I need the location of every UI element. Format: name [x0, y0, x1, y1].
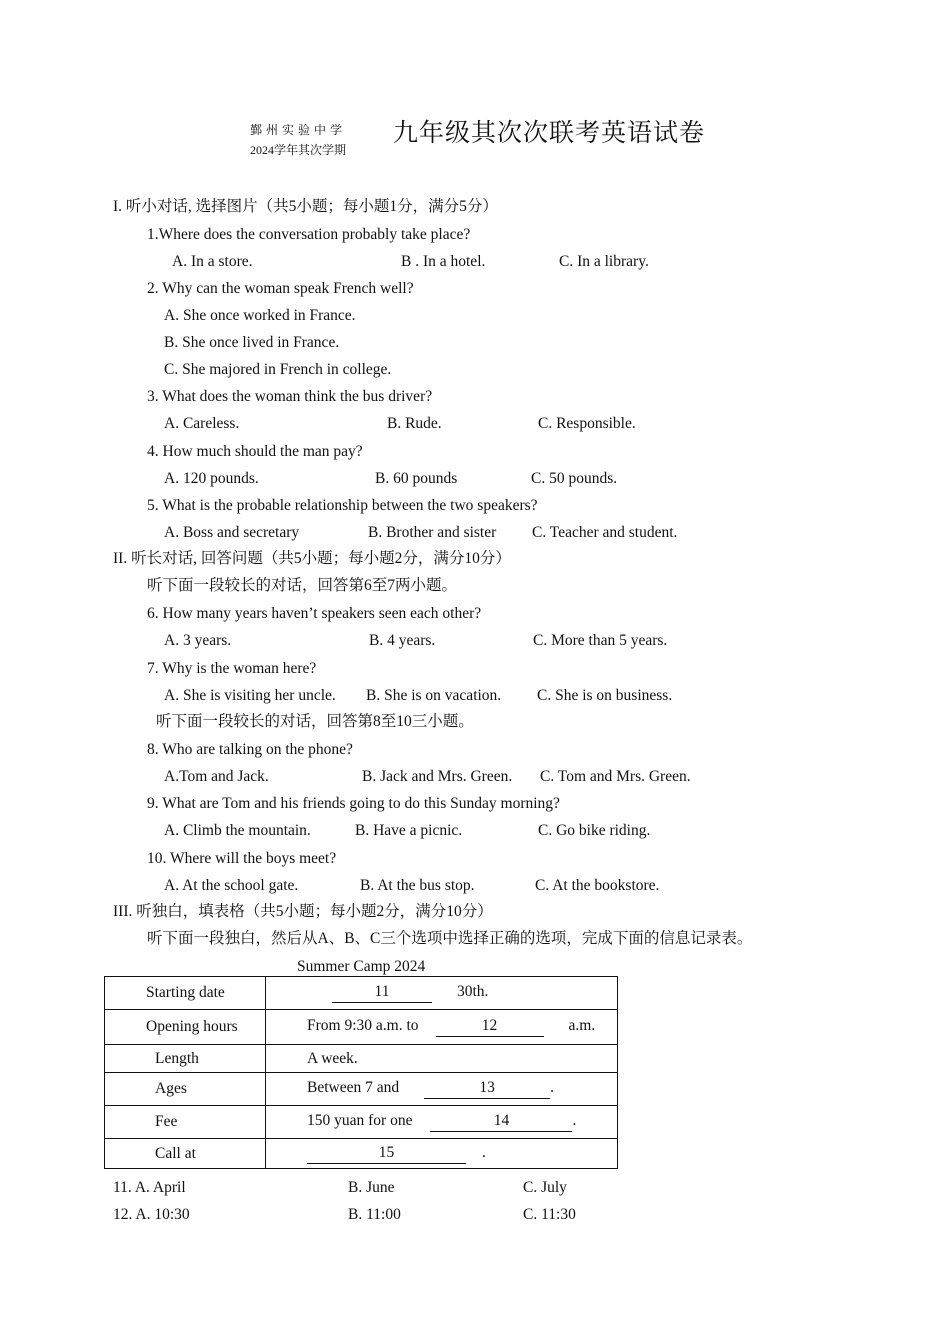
section-heading-2: II. 听长对话, 回答问题（共5小题；每小题2分，满分10分）: [113, 550, 511, 567]
table-title: Summer Camp 2024: [297, 958, 426, 975]
q1-option-b: B . In a hotel.: [401, 253, 486, 270]
row-value-ages: Between 7 and 13 .: [266, 1073, 618, 1106]
q7-option-c: C. She is on business.: [537, 687, 673, 704]
q1-option-c: C. In a library.: [559, 253, 649, 270]
q4-option-b: B. 60 pounds: [375, 470, 458, 487]
q8-option-c: C. Tom and Mrs. Green.: [540, 768, 691, 785]
blank-11: 11: [332, 983, 432, 1003]
school-name: 鄞州实验中学: [250, 123, 347, 137]
q4-option-a: A. 120 pounds.: [164, 470, 259, 487]
blank-14: 14: [430, 1112, 572, 1132]
q6-option-c: C. More than 5 years.: [533, 632, 668, 649]
blank-12: 12: [436, 1017, 544, 1037]
row-label-fee: Fee: [105, 1106, 266, 1139]
q5-option-a: A. Boss and secretary: [164, 524, 300, 541]
q9-option-b: B. Have a picnic.: [355, 822, 463, 839]
q2-option-b: B. She once lived in France.: [164, 334, 340, 351]
answer-12-option-a: 12. A. 10:30: [113, 1206, 190, 1223]
row-label-call-at: Call at: [105, 1139, 266, 1169]
table-row: [105, 1139, 618, 1169]
table-row: [105, 1073, 618, 1106]
question-stem-1: 1.Where does the conversation probably take place?: [147, 226, 471, 243]
row-value-length: A week.: [266, 1045, 618, 1073]
answer-11-option-b: B. June: [348, 1179, 395, 1196]
answer-12-option-c: C. 11:30: [523, 1206, 576, 1223]
q2-option-c: C. She majored in French in college.: [164, 361, 392, 378]
q6-option-b: B. 4 years.: [369, 632, 436, 649]
table-row: [105, 1010, 618, 1045]
table-row: [105, 977, 618, 1010]
q1-option-a: A. In a store.: [172, 253, 253, 270]
q8-option-a: A.Tom and Jack.: [164, 768, 269, 785]
q9-option-c: C. Go bike riding.: [538, 822, 651, 839]
q5-option-c: C. Teacher and student.: [532, 524, 678, 541]
row-value-opening-hours: From 9:30 a.m. to 12 a.m.: [266, 1010, 618, 1045]
answer-11-option-c: C. July: [523, 1179, 567, 1196]
term-label: 2024学年其次学期: [250, 143, 347, 157]
q3-option-b: B. Rude.: [387, 415, 442, 432]
question-stem-8: 8. Who are talking on the phone?: [147, 741, 353, 758]
row-value-call-at: 15 .: [266, 1139, 618, 1169]
summer-camp-table: [104, 976, 618, 1169]
q5-option-b: B. Brother and sister: [368, 524, 497, 541]
row-value-fee: 150 yuan for one 14 .: [266, 1106, 618, 1139]
row-label-length: Length: [105, 1045, 266, 1073]
q7-option-b: B. She is on vacation.: [366, 687, 502, 704]
q3-option-a: A. Careless.: [164, 415, 240, 432]
answer-12-option-b: B. 11:00: [348, 1206, 401, 1223]
row-label-opening-hours: Opening hours: [105, 1010, 266, 1045]
question-stem-10: 10. Where will the boys meet?: [147, 850, 337, 867]
row-value-starting-date: 11 30th.: [266, 977, 618, 1010]
q9-option-a: A. Climb the mountain.: [164, 822, 311, 839]
q3-option-c: C. Responsible.: [538, 415, 636, 432]
table-row: [105, 1045, 618, 1073]
q2-option-a: A. She once worked in France.: [164, 307, 356, 324]
exam-title: 九年级其次次联考英语试卷: [393, 120, 706, 147]
instruction-monologue: 听下面一段独白，然后从A、B、C三个选项中选择正确的选项，完成下面的信息记录表。: [147, 930, 753, 947]
table-row: [105, 1106, 618, 1139]
question-stem-7: 7. Why is the woman here?: [147, 660, 317, 677]
q8-option-b: B. Jack and Mrs. Green.: [362, 768, 513, 785]
instruction-q6-7: 听下面一段较长的对话，回答第6至7两小题。: [147, 577, 458, 594]
section-heading-3: III. 听独白，填表格（共5小题；每小题2分，满分10分）: [113, 903, 493, 920]
question-stem-4: 4. How much should the man pay?: [147, 443, 363, 460]
question-stem-6: 6. How many years haven’t speakers seen each other?: [147, 605, 482, 622]
blank-15: 15: [307, 1144, 466, 1164]
q10-option-c: C. At the bookstore.: [535, 877, 660, 894]
q7-option-a: A. She is visiting her uncle.: [164, 687, 336, 704]
section-heading-1: I. 听小对话, 选择图片（共5小题；每小题1分，满分5分）: [113, 198, 498, 215]
q10-option-a: A. At the school gate.: [164, 877, 299, 894]
instruction-q8-10: 听下面一段较长的对话，回答第8至10三小题。: [156, 713, 474, 730]
question-stem-3: 3. What does the woman think the bus driver?: [147, 388, 433, 405]
q4-option-c: C. 50 pounds.: [531, 470, 618, 487]
row-label-ages: Ages: [105, 1073, 266, 1106]
row-label-starting-date: Starting date: [105, 977, 266, 1010]
question-stem-5: 5. What is the probable relationship between the two speakers?: [147, 497, 538, 514]
q10-option-b: B. At the bus stop.: [360, 877, 475, 894]
answer-11-option-a: 11. A. April: [113, 1179, 186, 1196]
blank-13: 13: [424, 1079, 550, 1099]
question-stem-9: 9. What are Tom and his friends going to do this Sunday morning?: [147, 795, 560, 812]
question-stem-2: 2. Why can the woman speak French well?: [147, 280, 414, 297]
q6-option-a: A. 3 years.: [164, 632, 232, 649]
